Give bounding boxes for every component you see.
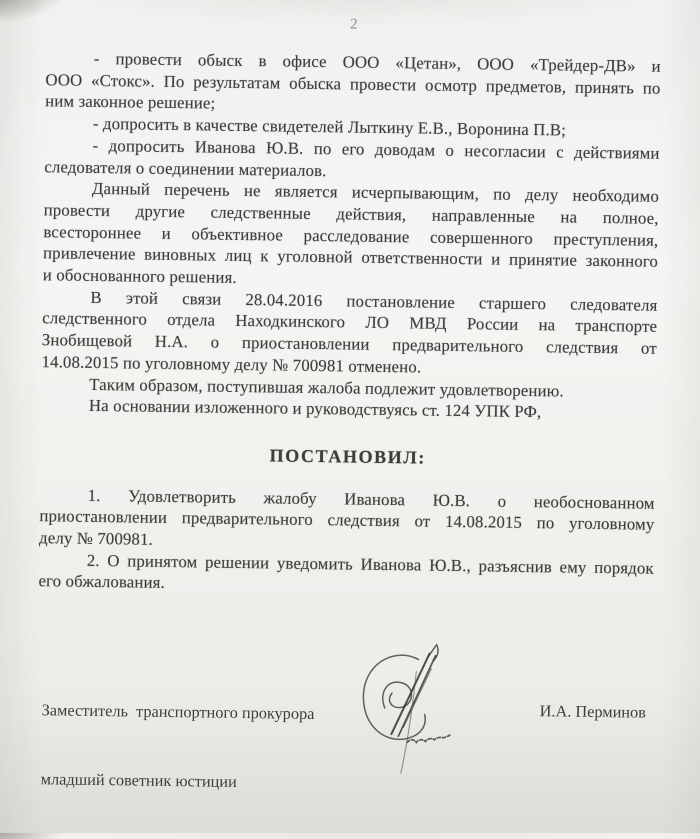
- body-line: провести другие следственные действия, направленные на полное,: [43, 200, 659, 228]
- body-line: всестороннее и объективное расследование совершенного преступления,: [43, 221, 659, 250]
- body-line: привлечение виновных лиц к уголовной ответственности и принятие законного: [42, 243, 659, 272]
- body-line: 14.08.2015 по уголовному делу № 700981 отменено.: [41, 352, 422, 377]
- body-line: - допросить в качестве свидетелей Лыткину Е.В., Воронина П.В;: [92, 113, 567, 140]
- resolution-line: его обжалования.: [38, 571, 166, 593]
- body-line: - допросить Иванова Ю.В. по его доводам о несогласии с действиями: [92, 135, 660, 163]
- signer-name: И.А. Перминов: [539, 701, 647, 722]
- body-line: следователя о соединении материалов.: [44, 156, 327, 180]
- body-line: ним законное решение;: [45, 91, 216, 113]
- resolution-heading: ПОСТАНОВИЛ:: [269, 445, 427, 468]
- signer-title: [40, 660, 315, 833]
- page-number: 2: [349, 16, 359, 33]
- document-body: [38, 47, 661, 601]
- body-line: В этой связи 28.04.2016 постановление старшего следователя: [90, 287, 658, 315]
- body-line: следственного отдела Находкинского ЛО МВД России на транспорте: [42, 308, 658, 337]
- resolution-line: 2. О принятом решении уведомить Иванова Ю.В., разъяснив ему порядок: [86, 550, 654, 578]
- body-line: Таким образом, поступившая жалоба подлежит удовлетворению.: [89, 374, 564, 401]
- resolution-line: приостановлении предварительного следствия от 14.08.2015 по уголовному: [39, 506, 655, 535]
- signer-title-line1: Заместитель транспортного прокурора: [41, 700, 315, 724]
- body-line: На основании изложенного и руководствуясь ст. 124 УПК РФ,: [88, 396, 542, 422]
- body-line: Данный перечень не является исчерпывающим, по делу необходимо: [91, 179, 660, 207]
- body-line: - провести обыск в офисе ООО «Цетан», ООО «Трейдер-ДВ» и: [93, 48, 661, 76]
- signature-block: [38, 650, 652, 809]
- resolution-line: 1. Удовлетворить жалобу Иванова Ю.В. о необоснованном: [87, 485, 655, 513]
- body-line: Знобищевой Н.А. о приостановлении предварительного следствия от: [41, 330, 657, 358]
- body-line: ООО «Стокс». По результатам обыска провести осмотр предметов, принять по: [45, 69, 661, 98]
- resolution-line: делу № 700981.: [38, 528, 154, 549]
- signer-title-line2: младший советник юстиции: [40, 769, 237, 792]
- handwritten-signature-icon: [351, 641, 471, 779]
- body-line: и обоснованного решения.: [42, 265, 237, 287]
